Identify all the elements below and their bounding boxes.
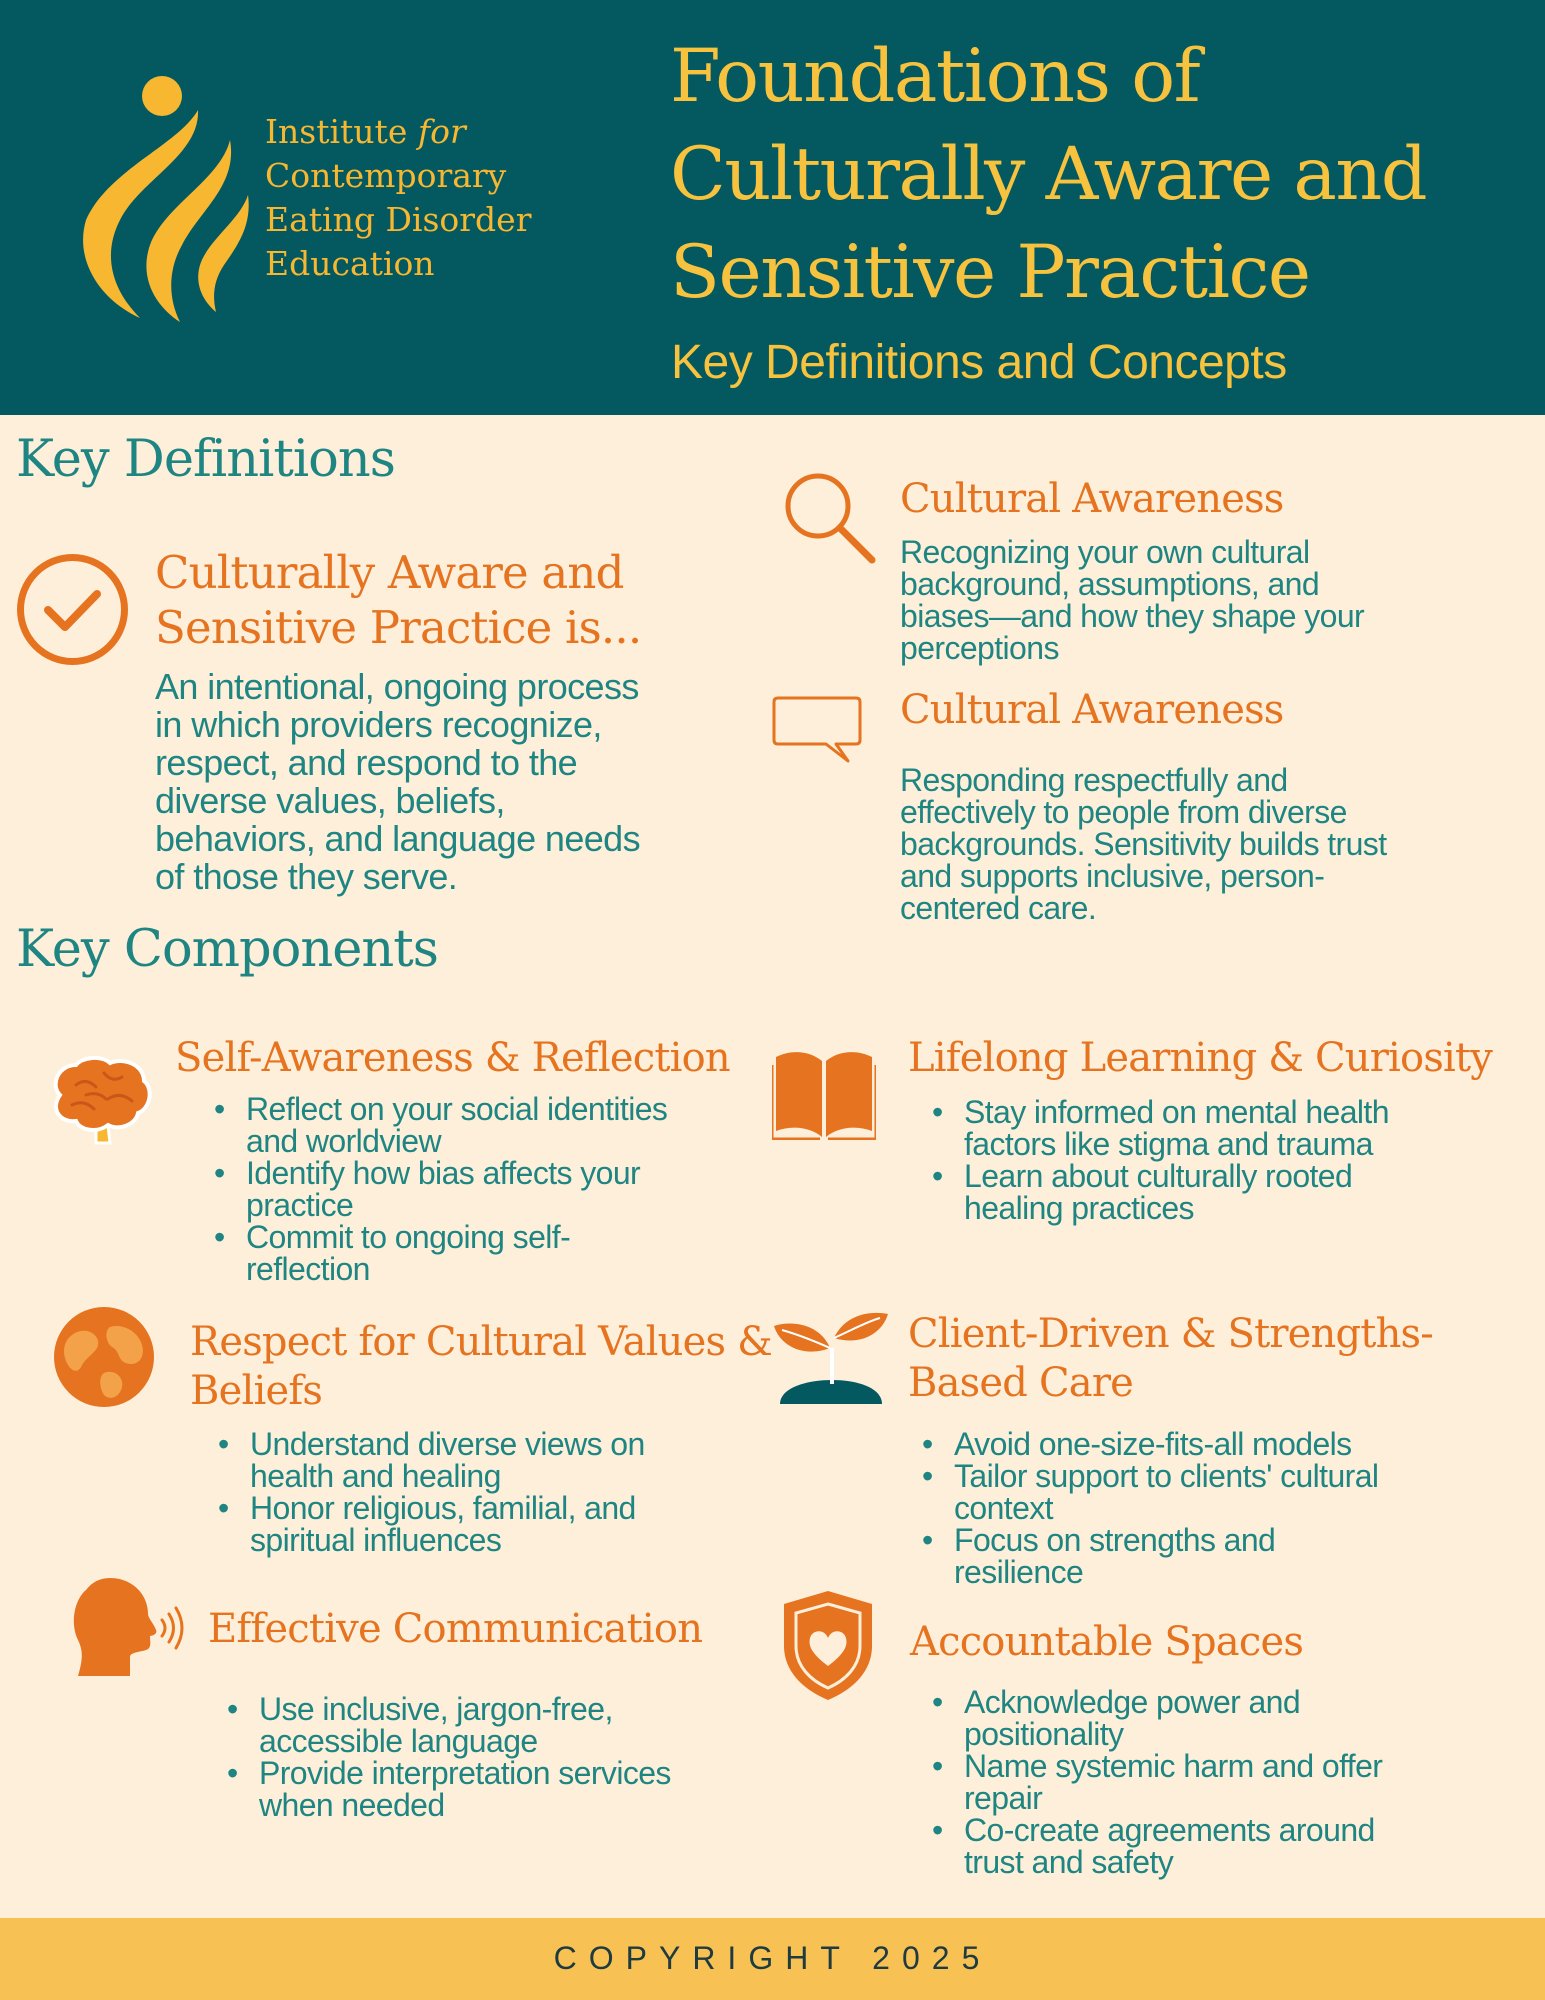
client-driven-list xyxy=(920,1428,1378,1588)
list-item: • Name systemic harm and offer repair xyxy=(930,1750,1382,1814)
list-item: • Identify how bias affects your practice xyxy=(212,1157,667,1221)
footer-bar xyxy=(0,1918,1545,2000)
page-title: Foundations of Culturally Aware and Sensitive Practice xyxy=(670,34,1427,315)
accountable-spaces-heading: Accountable Spaces xyxy=(910,1619,1304,1665)
brain-icon xyxy=(46,1055,154,1145)
definition-main-heading: Culturally Aware and Sensitive Practice is... xyxy=(155,546,642,654)
lifelong-learning-list xyxy=(930,1096,1389,1224)
key-definitions-title: Key Definitions xyxy=(16,430,395,489)
key-components-title: Key Components xyxy=(16,920,438,979)
communication-list xyxy=(225,1693,671,1821)
list-item: • Co-create agreements around trust and safety xyxy=(930,1814,1382,1878)
self-awareness-heading: Self-Awareness & Reflection xyxy=(175,1035,730,1081)
page-subtitle: Key Definitions and Concepts xyxy=(671,336,1287,389)
respect-heading: Respect for Cultural Values & Beliefs xyxy=(190,1319,772,1414)
list-item: • Honor religious, familial, and spiritual influences xyxy=(216,1492,645,1556)
communication-heading: Effective Communication xyxy=(208,1606,703,1652)
list-item: • Understand diverse views on health and healing xyxy=(216,1428,645,1492)
logo-text: Institute for Contemporary Eating Disorder Education xyxy=(265,112,532,283)
accountable-spaces-list xyxy=(930,1686,1382,1878)
copyright-text: COPYRIGHT 2025 xyxy=(553,1940,992,1976)
shield-heart-icon xyxy=(780,1588,876,1703)
list-item: • Tailor support to clients' cultural context xyxy=(920,1460,1378,1524)
globe-icon xyxy=(52,1305,156,1409)
logo-mark-icon xyxy=(80,70,250,325)
list-item: • Acknowledge power and positionality xyxy=(930,1686,1382,1750)
speaking-head-icon xyxy=(70,1578,190,1678)
list-item: • Reflect on your social identities and worldview xyxy=(212,1093,667,1157)
speech-bubble-icon xyxy=(772,695,864,765)
cultural-awareness-heading: Cultural Awareness xyxy=(900,476,1284,522)
respect-list xyxy=(216,1428,645,1556)
cultural-sensitivity-body: Responding respectfully and effectively to people from diverse backgrounds. Sensitivity builds trust and supports inclusive, person- centered care. xyxy=(900,762,1387,926)
magnifying-glass-icon xyxy=(780,468,880,568)
self-awareness-list xyxy=(212,1093,667,1285)
list-item: • Use inclusive, jargon-free, accessible language xyxy=(225,1693,671,1757)
cultural-sensitivity-heading: Cultural Awareness xyxy=(900,687,1284,733)
lifelong-learning-heading: Lifelong Learning & Curiosity xyxy=(908,1035,1493,1081)
list-item: • Commit to ongoing self- reflection xyxy=(212,1221,667,1285)
list-item: • Provide interpretation services when needed xyxy=(225,1757,671,1821)
list-item: • Learn about culturally rooted healing practices xyxy=(930,1160,1389,1224)
header-banner xyxy=(0,0,1545,415)
list-item: • Avoid one-size-fits-all models xyxy=(920,1428,1378,1460)
definition-main-body: An intentional, ongoing process in which providers recognize, respect, and respond to the diverse values, beliefs, behaviors, and language needs of those they serve. xyxy=(155,666,641,897)
open-book-icon xyxy=(772,1045,876,1140)
list-item: • Focus on strengths and resilience xyxy=(920,1524,1378,1588)
sprout-icon xyxy=(772,1308,890,1404)
cultural-awareness-body: Recognizing your own cultural background, assumptions, and biases—and how they shape your perceptions xyxy=(900,534,1365,666)
list-item: • Stay informed on mental health factors like stigma and trauma xyxy=(930,1096,1389,1160)
checkmark-circle-icon xyxy=(15,552,130,667)
client-driven-heading: Client-Driven & Strengths- Based Care xyxy=(908,1311,1433,1406)
